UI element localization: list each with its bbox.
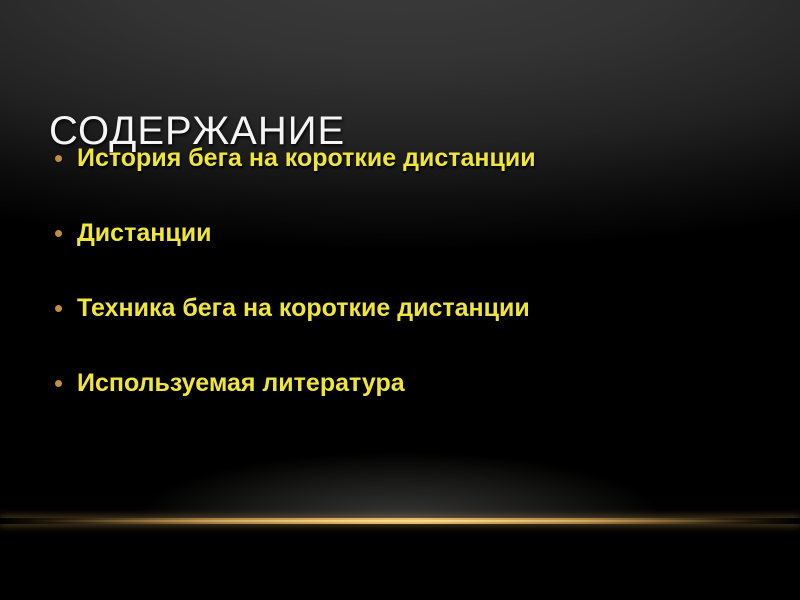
divider-glow-line <box>0 518 800 524</box>
bullet-label: Используемая литература <box>77 368 405 397</box>
list-item <box>49 293 536 323</box>
bullet-icon <box>55 230 62 237</box>
contents-list <box>49 143 536 443</box>
bullet-label: Техника бега на короткие дистанции <box>77 293 530 322</box>
divider-line-highlight <box>0 520 800 522</box>
list-item <box>49 218 536 248</box>
list-item <box>49 368 536 398</box>
bullet-icon <box>55 380 62 387</box>
bullet-label: Дистанции <box>77 218 212 247</box>
bottom-black-area <box>0 524 800 600</box>
bullet-icon <box>55 305 62 312</box>
bullet-label: История бега на короткие дистанции <box>77 143 536 172</box>
slide-title: СОДЕРЖАНИЕ <box>49 108 346 153</box>
list-item <box>49 143 536 173</box>
bullet-icon <box>55 155 62 162</box>
